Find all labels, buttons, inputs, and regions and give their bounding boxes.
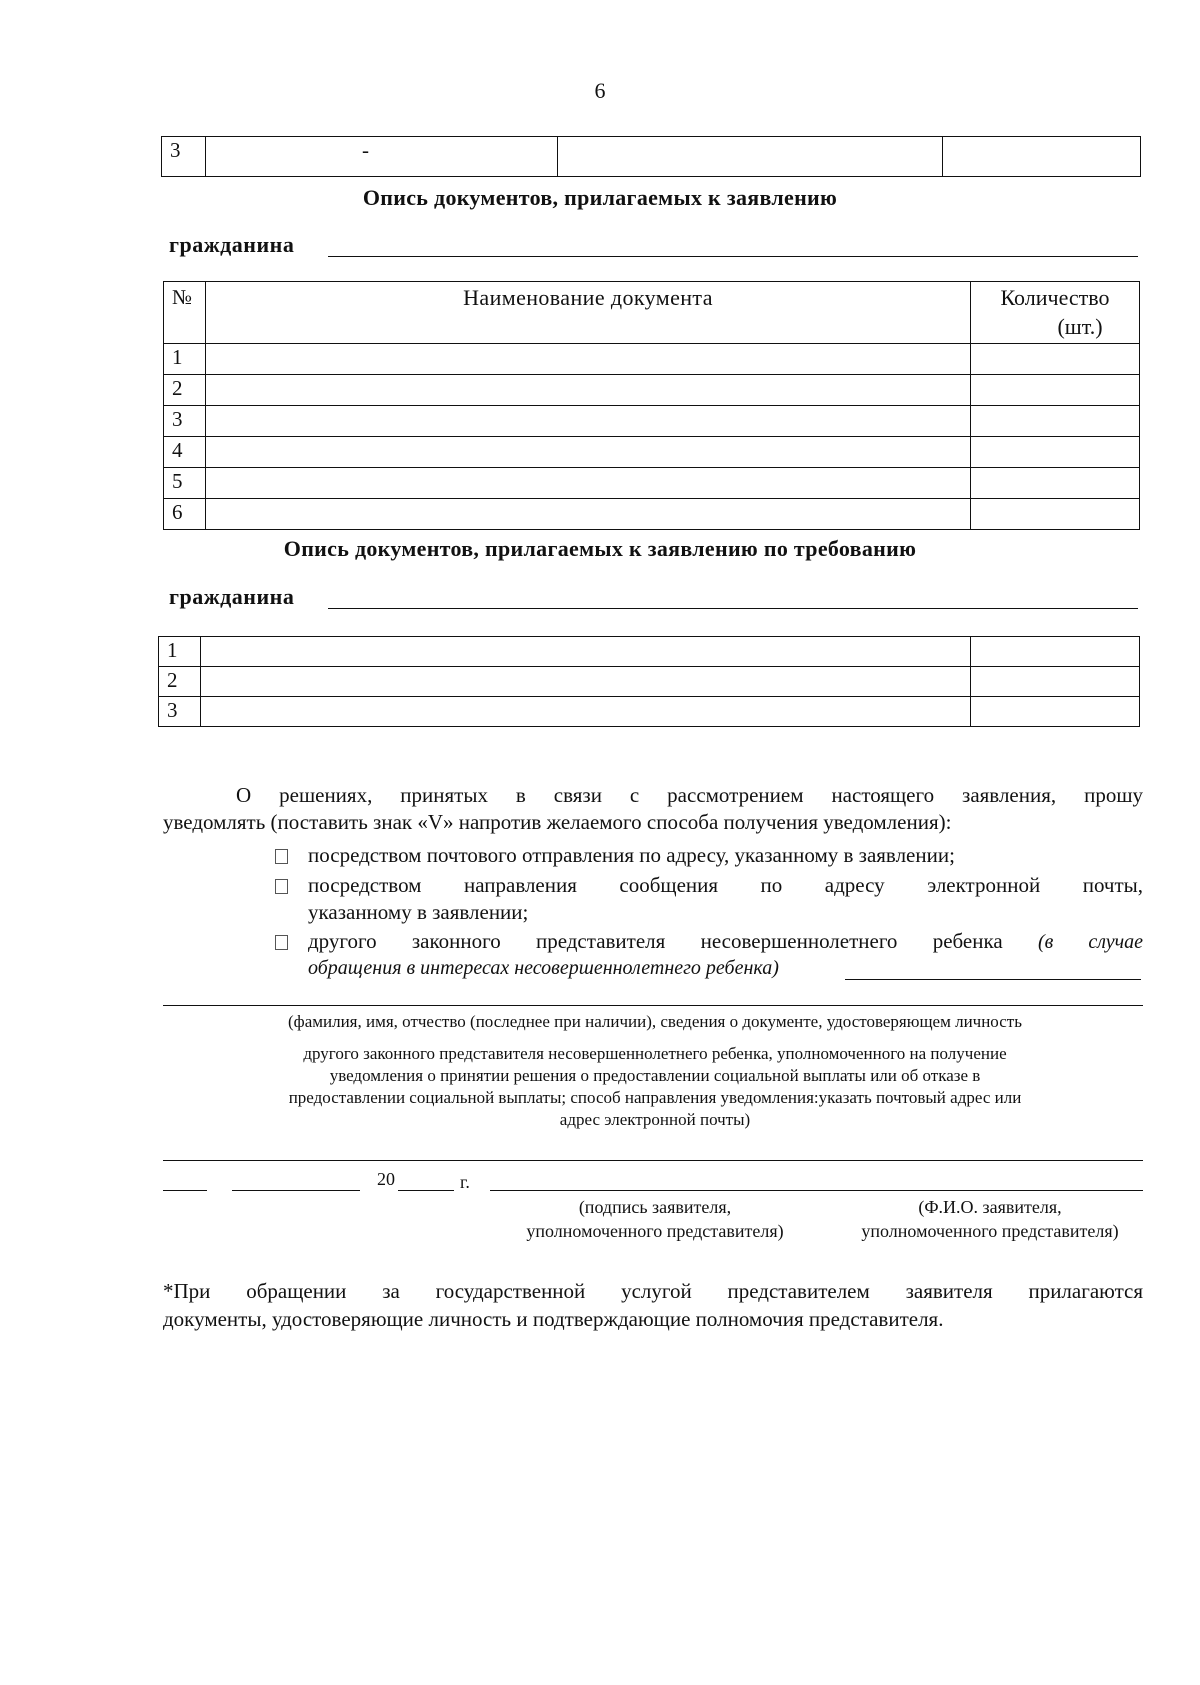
header-number: № (164, 282, 206, 344)
quantity-field[interactable] (971, 499, 1140, 530)
table-row (159, 667, 1140, 697)
option-email-label-line2: указанному в заявлении; (308, 900, 529, 924)
date-day-field[interactable] (163, 1190, 207, 1191)
page-number: 6 (594, 78, 606, 103)
continuation-table (161, 136, 1141, 177)
section1-title: Опись документов, прилагаемых к заявлению (362, 185, 838, 210)
table-row (159, 637, 1140, 667)
quantity-field[interactable] (971, 667, 1140, 697)
quantity-field[interactable] (971, 437, 1140, 468)
row-number: 5 (164, 468, 206, 499)
notification-intro-line1-text: О решениях, принятых в связи с рассмотрением настоящего заявления, прошу (236, 783, 1143, 807)
caption-line2: другого законного представителя несовершеннолетнего ребенка, уполномоченного на получение (303, 1044, 1007, 1063)
date-year-suffix: г. (460, 1172, 470, 1192)
quantity-field[interactable] (971, 697, 1140, 727)
quantity-field[interactable] (971, 375, 1140, 406)
row-number: 3 (164, 406, 206, 437)
document-name-field[interactable] (206, 406, 971, 437)
table-row (159, 697, 1140, 727)
document-name-field[interactable] (206, 375, 971, 406)
header-quantity (971, 282, 1140, 344)
document-name-field[interactable] (201, 667, 971, 697)
date-year-field[interactable] (398, 1190, 454, 1191)
documents-table (163, 281, 1140, 530)
row-number: 1 (159, 637, 201, 667)
table-row (164, 437, 1140, 468)
section2-title: Опись документов, прилагаемых к заявлению по требованию (283, 536, 917, 561)
quantity-field[interactable] (971, 344, 1140, 375)
checkbox-postal[interactable] (275, 849, 288, 864)
document-name-field[interactable] (206, 437, 971, 468)
document-name-field[interactable] (206, 468, 971, 499)
caption-line4: предоставлении социальной выплаты; способ направления уведомления:указать почтовый адрес или (288, 1088, 1022, 1107)
requested-documents-table (158, 636, 1140, 727)
quantity-field[interactable] (971, 468, 1140, 499)
section2-citizen-field[interactable] (328, 608, 1138, 609)
name-caption-line1: (Ф.И.О. заявителя, (918, 1197, 1062, 1217)
date-month-field[interactable] (232, 1190, 360, 1191)
option-representative-italic: (в случае (1037, 931, 1143, 953)
caption-bottom-line (163, 1160, 1143, 1161)
section1-citizen-label: гражданина (169, 232, 295, 257)
document-name-field[interactable] (201, 697, 971, 727)
row-number: 1 (164, 344, 206, 375)
table-row (164, 375, 1140, 406)
table-row (164, 499, 1140, 530)
document-name-field[interactable] (201, 637, 971, 667)
row-number: 6 (164, 499, 206, 530)
footnote-line1: *При обращении за государственной услугой представителем заявителя прилагаются (163, 1279, 1143, 1303)
header-document-name (206, 282, 971, 344)
caption-line3: уведомления о принятии решения о предоставлении социальной выплаты или об отказе в (329, 1066, 981, 1085)
footnote-line2: документы, удостоверяющие личность и подтверждающие полномочия представителя. (163, 1307, 944, 1331)
signature-field[interactable] (490, 1190, 1143, 1191)
header-quantity-line1: Количество (1000, 285, 1110, 310)
caption-line1: (фамилия, имя, отчество (последнее при наличии), сведения о документе, удостоверяющем личность (288, 1012, 1022, 1031)
option-representative-italic2: обращения в интересах несовершеннолетнего ребенка) (308, 957, 779, 979)
quantity-field[interactable] (971, 637, 1140, 667)
option-email-label-line1: посредством направления сообщения по адресу электронной почты, (308, 873, 1143, 897)
name-caption-line2: уполномоченного представителя) (861, 1221, 1119, 1241)
section2-citizen-label: гражданина (169, 584, 295, 609)
section1-citizen-field[interactable] (328, 256, 1138, 257)
option-representative-line2 (308, 955, 779, 982)
signature-caption-line2: уполномоченного представителя) (526, 1221, 784, 1241)
document-name-field[interactable] (206, 499, 971, 530)
option-representative-main: другого законного представителя несовершеннолетнего ребенка (308, 929, 1003, 953)
notification-intro-line2: уведомлять (поставить знак «V» напротив желаемого способа получения уведомления): (163, 810, 952, 834)
representative-details-field[interactable] (163, 1005, 1143, 1006)
name-caption (835, 1195, 1145, 1243)
document-name-cell[interactable] (206, 137, 558, 177)
date-year-prefix: 20 (377, 1169, 395, 1189)
row-number: 2 (159, 667, 201, 697)
table-row (164, 468, 1140, 499)
empty-cell[interactable] (943, 137, 1141, 177)
table-row (164, 406, 1140, 437)
dash-mark: - (362, 138, 369, 162)
checkbox-email[interactable] (275, 879, 288, 894)
header-document-name-text: Наименование документа (463, 285, 713, 310)
option-representative-line1 (308, 928, 1143, 956)
row-number: 4 (164, 437, 206, 468)
caption-line5: адрес электронной почты) (559, 1110, 751, 1129)
row-number-cell: 3 (162, 137, 206, 177)
table-row (162, 137, 1141, 177)
quantity-field[interactable] (971, 406, 1140, 437)
table-header-row (164, 282, 1140, 344)
option-postal-label: посредством почтового отправления по адресу, указанному в заявлении; (308, 843, 955, 867)
table-row (164, 344, 1140, 375)
checkbox-representative[interactable] (275, 935, 288, 950)
signature-caption-line1: (подпись заявителя, (578, 1197, 732, 1217)
signature-caption (505, 1195, 805, 1243)
document-name-field[interactable] (206, 344, 971, 375)
header-quantity-line2: (шт.) (1057, 314, 1103, 339)
representative-field[interactable] (845, 979, 1141, 980)
row-number: 2 (164, 375, 206, 406)
empty-cell[interactable] (558, 137, 943, 177)
row-number: 3 (159, 697, 201, 727)
notification-intro-line1 (236, 782, 1143, 809)
